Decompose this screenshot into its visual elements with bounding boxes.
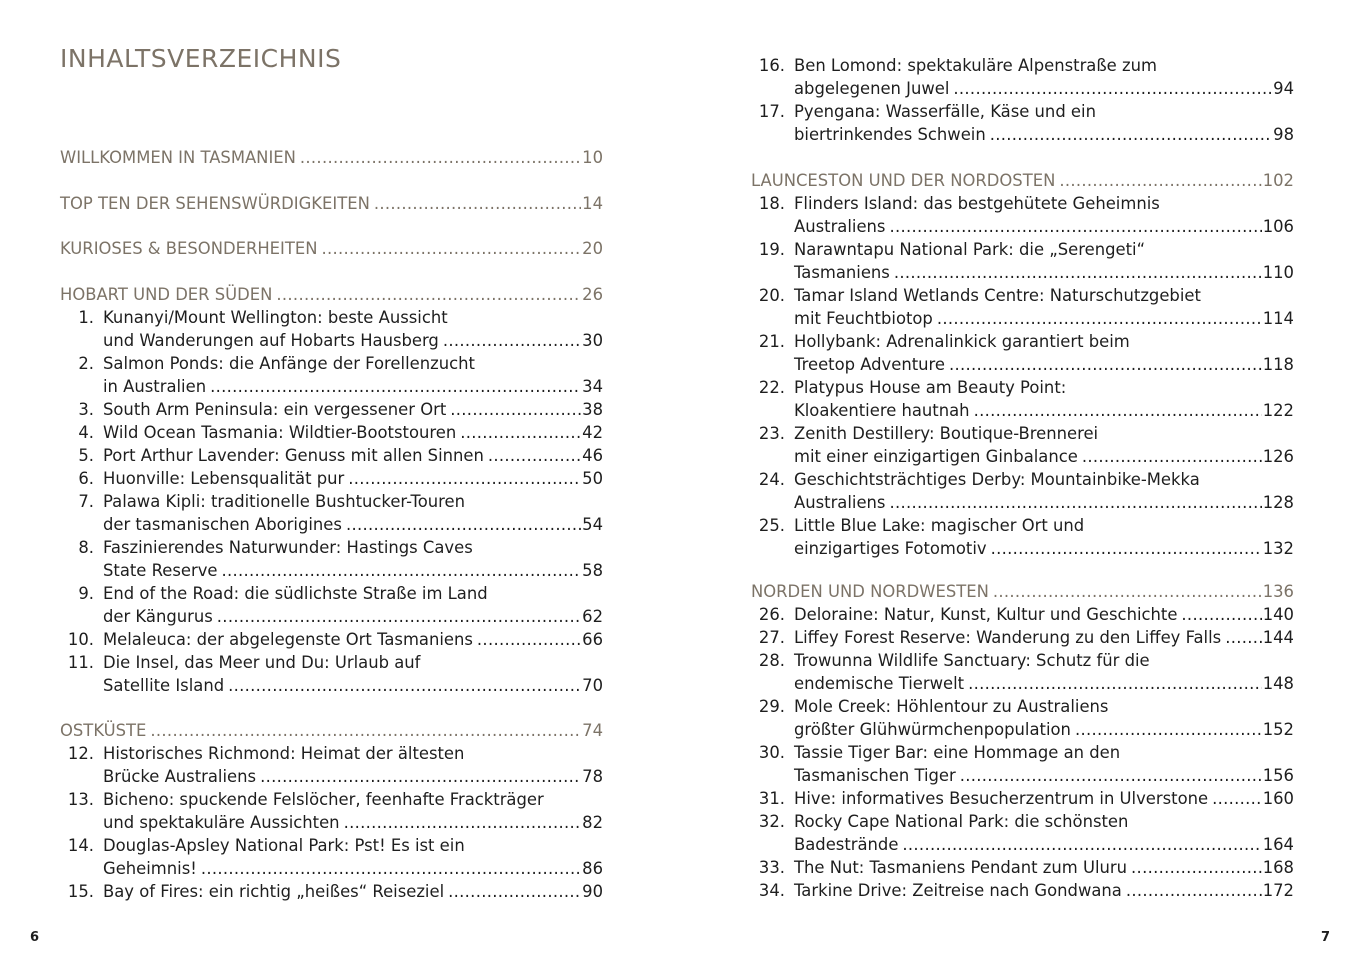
- toc-entry-line[interactable]: [751, 100, 1294, 123]
- page-ref: 140: [1262, 605, 1294, 624]
- dot-leader: [321, 237, 581, 260]
- entry-text: Tasmaniens: [794, 263, 890, 282]
- dot-leader: [346, 513, 581, 536]
- entry-text: Zenith Destillery: Boutique-Brennerei: [794, 424, 1099, 443]
- dot-leader: [1181, 603, 1261, 626]
- entry-text: endemische Tierwelt: [794, 674, 965, 693]
- entry-text: Bay of Fires: ein richtig „heißes“ Reiseziel: [103, 882, 445, 901]
- dot-leader: [374, 192, 581, 215]
- page-ref: 46: [582, 446, 603, 465]
- entry-text: South Arm Peninsula: ein vergessener Ort: [103, 400, 447, 419]
- entry-text: und Wanderungen auf Hobarts Hausberg: [103, 331, 439, 350]
- entry-text: mit Feuchtbiotop: [794, 309, 933, 328]
- toc-entry-line[interactable]: [60, 605, 603, 628]
- toc-entry-line[interactable]: [60, 788, 603, 811]
- entry-number: 29.: [758, 697, 785, 716]
- dot-leader: [1131, 856, 1262, 879]
- entry-number: 7.: [78, 492, 94, 511]
- entry-text: Badestrände: [794, 835, 899, 854]
- entry-text: Rocky Cape National Park: die schönsten: [794, 812, 1129, 831]
- page-ref: 82: [582, 813, 603, 832]
- page-number-right: 7: [1321, 930, 1331, 945]
- page-ref: 26: [582, 285, 603, 304]
- toc-entry-line[interactable]: [751, 695, 1294, 718]
- toc-entry-line[interactable]: [751, 764, 1294, 787]
- toc-entry-line[interactable]: [751, 215, 1294, 238]
- entry-text: Geschichtsträchtiges Derby: Mountainbike-Mekka: [794, 470, 1200, 489]
- entry-text: Tasmanischen Tiger: [794, 766, 956, 785]
- page-ref: 110: [1262, 263, 1294, 282]
- toc-entry-line[interactable]: [751, 468, 1294, 491]
- entry-text: Pyengana: Wasserfälle, Käse und ein: [794, 102, 1096, 121]
- page-ref: 34: [582, 377, 603, 396]
- dot-leader: [902, 833, 1261, 856]
- dot-leader: [993, 580, 1262, 603]
- entry-text: Mole Creek: Höhlentour zu Australiens: [794, 697, 1109, 716]
- toc-entry-line[interactable]: [60, 467, 603, 490]
- page-ref: 152: [1262, 720, 1294, 739]
- section-label: KURIOSES & BESONDERHEITEN: [60, 239, 318, 258]
- entry-text: Port Arthur Lavender: Genuss mit allen Sinnen: [103, 446, 484, 465]
- page-ref: 42: [582, 423, 603, 442]
- dot-leader: [968, 672, 1262, 695]
- toc-entry-line[interactable]: [751, 192, 1294, 215]
- page-ref: 20: [582, 239, 603, 258]
- entry-text: Wild Ocean Tasmania: Wildtier-Bootstouren: [103, 423, 457, 442]
- entry-text: Deloraine: Natur, Kunst, Kultur und Geschichte: [794, 605, 1178, 624]
- page-ref: 74: [582, 721, 603, 740]
- page-ref: 90: [582, 882, 603, 901]
- dot-leader: [488, 444, 581, 467]
- dot-leader: [344, 811, 582, 834]
- page-ref: 94: [1273, 79, 1294, 98]
- entry-number: 11.: [67, 653, 94, 672]
- entry-text: Tarkine Drive: Zeitreise nach Gondwana: [794, 881, 1122, 900]
- entry-text: Australiens: [794, 493, 886, 512]
- entry-text: Treetop Adventure: [794, 355, 945, 374]
- page-ref: 168: [1262, 858, 1294, 877]
- entry-text: Salmon Ponds: die Anfänge der Forellenzucht: [103, 354, 475, 373]
- dot-leader: [1082, 445, 1262, 468]
- page-ref: 58: [582, 561, 603, 580]
- entry-number: 8.: [78, 538, 94, 557]
- page-ref: 70: [582, 676, 603, 695]
- entry-number: 17.: [758, 102, 785, 121]
- entry-text: der tasmanischen Aborigines: [103, 515, 342, 534]
- toc-entry-line[interactable]: [751, 787, 1294, 810]
- dot-leader: [150, 719, 581, 742]
- entry-number: 20.: [758, 286, 785, 305]
- page-ref: 102: [1262, 171, 1294, 190]
- page-ref: 114: [1262, 309, 1294, 328]
- toc-section: [60, 192, 603, 215]
- toc-entry-line[interactable]: [60, 834, 603, 857]
- toc-section: [751, 169, 1294, 560]
- toc-section: [60, 237, 603, 260]
- dot-leader: [1075, 718, 1262, 741]
- toc-entry-line[interactable]: [60, 306, 603, 329]
- dot-leader: [889, 491, 1261, 514]
- entry-text: Flinders Island: das bestgehütete Geheimnis: [794, 194, 1160, 213]
- dot-leader: [450, 398, 581, 421]
- section-label: OSTKÜSTE: [60, 721, 147, 740]
- entry-text: End of the Road: die südlichste Straße im Land: [103, 584, 488, 603]
- toc-entry-line[interactable]: [751, 649, 1294, 672]
- entry-text: und spektakuläre Aussichten: [103, 813, 340, 832]
- dot-leader: [990, 123, 1272, 146]
- toc-entry-line[interactable]: [60, 582, 603, 605]
- dot-leader: [348, 467, 581, 490]
- dot-leader: [460, 421, 581, 444]
- entry-number: 18.: [758, 194, 785, 213]
- toc-entry-line[interactable]: [751, 672, 1294, 695]
- page-ref: 156: [1262, 766, 1294, 785]
- entry-number: 27.: [758, 628, 785, 647]
- entry-text: einzigartiges Fotomotiv: [794, 539, 987, 558]
- entry-text: Die Insel, das Meer und Du: Urlaub auf: [103, 653, 421, 672]
- page-ref: 172: [1262, 881, 1294, 900]
- entry-number: 23.: [758, 424, 785, 443]
- toc-section: [751, 580, 1294, 902]
- dot-leader: [894, 261, 1262, 284]
- dot-leader: [1212, 787, 1262, 810]
- toc-entry-line[interactable]: [751, 810, 1294, 833]
- dot-leader: [1059, 169, 1261, 192]
- toc-entry-line[interactable]: [60, 811, 603, 834]
- entry-text: größter Glühwürmchenpopulation: [794, 720, 1071, 739]
- toc-entry-line[interactable]: [60, 674, 603, 697]
- entry-number: 12.: [67, 744, 94, 763]
- page-ref: 132: [1262, 539, 1294, 558]
- toc-entry-line[interactable]: [60, 628, 603, 651]
- toc-entry-line[interactable]: [751, 491, 1294, 514]
- toc-entry-line[interactable]: [751, 445, 1294, 468]
- entry-text: Historisches Richmond: Heimat der ältesten: [103, 744, 465, 763]
- dot-leader: [974, 399, 1262, 422]
- toc-entry-line[interactable]: [751, 77, 1294, 100]
- section-title[interactable]: [751, 580, 1294, 603]
- page-ref: 98: [1273, 125, 1294, 144]
- dot-leader: [1225, 626, 1262, 649]
- entry-text: Faszinierendes Naturwunder: Hastings Caves: [103, 538, 473, 557]
- page-ref: 106: [1262, 217, 1294, 236]
- toc-entry-line[interactable]: [751, 422, 1294, 445]
- entry-text: in Australien: [103, 377, 207, 396]
- toc-entry-line[interactable]: [751, 307, 1294, 330]
- entry-text: Trowunna Wildlife Sanctuary: Schutz für die: [794, 651, 1150, 670]
- entry-text: Little Blue Lake: magischer Ort und: [794, 516, 1085, 535]
- entry-number: 25.: [758, 516, 785, 535]
- dot-leader: [960, 764, 1262, 787]
- page-ref: 164: [1262, 835, 1294, 854]
- entry-text: Hive: informatives Besucherzentrum in Ulverstone: [794, 789, 1209, 808]
- section-title[interactable]: [60, 719, 603, 742]
- entry-text: The Nut: Tasmaniens Pendant zum Uluru: [794, 858, 1128, 877]
- entry-number: 31.: [758, 789, 785, 808]
- toc-entry-line[interactable]: [751, 330, 1294, 353]
- page-ref: 14: [582, 194, 603, 213]
- toc-entry-line[interactable]: [751, 261, 1294, 284]
- page-title: INHALTSVERZEICHNIS: [60, 44, 342, 73]
- dot-leader: [260, 765, 581, 788]
- entry-text: Platypus House am Beauty Point:: [794, 378, 1067, 397]
- toc-entry-line[interactable]: [751, 856, 1294, 879]
- section-label: HOBART UND DER SÜDEN: [60, 285, 273, 304]
- entry-text: Douglas-Apsley National Park: Pst! Es ist ein: [103, 836, 465, 855]
- entry-text: Brücke Australiens: [103, 767, 257, 786]
- section-label: LAUNCESTON UND DER NORDOSTEN: [751, 171, 1056, 190]
- entry-text: Narawntapu National Park: die „Serengeti“: [794, 240, 1146, 259]
- page-ref: 38: [582, 400, 603, 419]
- page-ref: 30: [582, 331, 603, 350]
- toc-entry-line[interactable]: [751, 537, 1294, 560]
- toc-entry-line[interactable]: [751, 54, 1294, 77]
- toc-entry-line[interactable]: [751, 879, 1294, 902]
- toc-entry-line[interactable]: [751, 238, 1294, 261]
- page-ref: 144: [1262, 628, 1294, 647]
- toc-entry-line[interactable]: [60, 352, 603, 375]
- section-title[interactable]: [60, 283, 603, 306]
- entry-number: 6.: [78, 469, 94, 488]
- page-number-left: 6: [30, 930, 40, 945]
- dot-leader: [217, 605, 581, 628]
- entry-number: 3.: [78, 400, 94, 419]
- dot-leader: [300, 146, 581, 169]
- section-title[interactable]: [60, 237, 603, 260]
- dot-leader: [991, 537, 1262, 560]
- toc-entry-line[interactable]: [60, 765, 603, 788]
- dot-leader: [221, 559, 581, 582]
- toc-entry-line[interactable]: [60, 513, 603, 536]
- dot-leader: [937, 307, 1262, 330]
- page-ref: 160: [1262, 789, 1294, 808]
- entry-text: abgelegenen Juwel: [794, 79, 950, 98]
- section-label: NORDEN UND NORDWESTEN: [751, 582, 989, 601]
- toc-entry-line[interactable]: [751, 376, 1294, 399]
- section-label: WILLKOMMEN IN TASMANIEN: [60, 148, 296, 167]
- page-ref: 122: [1262, 401, 1294, 420]
- dot-leader: [1126, 879, 1262, 902]
- dot-leader: [949, 353, 1262, 376]
- page-ref: 126: [1262, 447, 1294, 466]
- entry-number: 14.: [67, 836, 94, 855]
- entry-number: 28.: [758, 651, 785, 670]
- entry-text: Tamar Island Wetlands Centre: Naturschutzgebiet: [794, 286, 1201, 305]
- entry-text: Kunanyi/Mount Wellington: beste Aussicht: [103, 308, 448, 327]
- page-ref: 62: [582, 607, 603, 626]
- entry-number: 22.: [758, 378, 785, 397]
- toc-section: [60, 283, 603, 697]
- entry-text: Melaleuca: der abgelegenste Ort Tasmaniens: [103, 630, 473, 649]
- toc-entry-line[interactable]: [60, 375, 603, 398]
- section-label: TOP TEN DER SEHENSWÜRDIGKEITEN: [60, 194, 370, 213]
- toc-entry-line[interactable]: [751, 833, 1294, 856]
- entry-text: mit einer einzigartigen Ginbalance: [794, 447, 1078, 466]
- entry-text: Bicheno: spuckende Felslöcher, feenhafte Frackträger: [103, 790, 544, 809]
- toc-section: [60, 719, 603, 903]
- toc-entry-line[interactable]: [60, 444, 603, 467]
- section-title[interactable]: [60, 192, 603, 215]
- entry-number: 2.: [78, 354, 94, 373]
- page-ref: 50: [582, 469, 603, 488]
- toc-entry-line[interactable]: [751, 603, 1294, 626]
- entry-text: Hollybank: Adrenalinkick garantiert beim: [794, 332, 1130, 351]
- entry-number: 15.: [67, 882, 94, 901]
- entry-text: Liffey Forest Reserve: Wanderung zu den Liffey Falls: [794, 628, 1222, 647]
- page-ref: 128: [1262, 493, 1294, 512]
- entry-number: 4.: [78, 423, 94, 442]
- toc-entry-line[interactable]: [60, 651, 603, 674]
- toc-entry-line[interactable]: [751, 741, 1294, 764]
- page-ref: 78: [582, 767, 603, 786]
- entry-text: Kloakentiere hautnah: [794, 401, 970, 420]
- dot-leader: [276, 283, 581, 306]
- page-ref: 10: [582, 148, 603, 167]
- entry-number: 32.: [758, 812, 785, 831]
- entry-text: Ben Lomond: spektakuläre Alpenstraße zum: [794, 56, 1157, 75]
- entry-number: 1.: [78, 308, 94, 327]
- page-ref: 136: [1262, 582, 1294, 601]
- toc-entry-line[interactable]: [60, 559, 603, 582]
- entry-number: 21.: [758, 332, 785, 351]
- entry-number: 24.: [758, 470, 785, 489]
- entry-number: 33.: [758, 858, 785, 877]
- page-ref: 86: [582, 859, 603, 878]
- toc-entry-line[interactable]: [60, 329, 603, 352]
- toc-section: [60, 146, 603, 169]
- page-ref: 66: [582, 630, 603, 649]
- toc-entry-line[interactable]: [60, 490, 603, 513]
- dot-leader: [443, 329, 581, 352]
- toc-entry-line[interactable]: [751, 284, 1294, 307]
- section-title[interactable]: [751, 169, 1294, 192]
- toc-entry-line[interactable]: [60, 742, 603, 765]
- entry-text: der Kängurus: [103, 607, 213, 626]
- dot-leader: [210, 375, 581, 398]
- toc-entry-line[interactable]: [751, 514, 1294, 537]
- toc-entry-line[interactable]: [751, 718, 1294, 741]
- page-ref: 54: [582, 515, 603, 534]
- entry-text: Geheimnis!: [103, 859, 197, 878]
- toc-entry-line[interactable]: [751, 399, 1294, 422]
- toc-entry-line[interactable]: [60, 857, 603, 880]
- entry-number: 26.: [758, 605, 785, 624]
- entry-number: 19.: [758, 240, 785, 259]
- toc-entry-line[interactable]: [60, 421, 603, 444]
- entry-text: biertrinkendes Schwein: [794, 125, 986, 144]
- toc-entry-line[interactable]: [60, 536, 603, 559]
- entry-number: 13.: [67, 790, 94, 809]
- page-ref: 118: [1262, 355, 1294, 374]
- toc-section: [751, 54, 1294, 146]
- toc-entry-line[interactable]: [60, 880, 603, 903]
- toc-entry-line[interactable]: [751, 123, 1294, 146]
- toc-entry-line[interactable]: [60, 398, 603, 421]
- page-ref: 148: [1262, 674, 1294, 693]
- dot-leader: [228, 674, 581, 697]
- entry-text: Tassie Tiger Bar: eine Hommage an den: [794, 743, 1121, 762]
- toc-entry-line[interactable]: [751, 626, 1294, 649]
- entry-number: 34.: [758, 881, 785, 900]
- dot-leader: [889, 215, 1261, 238]
- entry-text: Satellite Island: [103, 676, 225, 695]
- dot-leader: [477, 628, 581, 651]
- entry-number: 5.: [78, 446, 94, 465]
- dot-leader: [201, 857, 581, 880]
- dot-leader: [448, 880, 581, 903]
- section-title[interactable]: [60, 146, 603, 169]
- entry-number: 16.: [758, 56, 785, 75]
- entry-number: 10.: [67, 630, 94, 649]
- entry-text: Australiens: [794, 217, 886, 236]
- entry-number: 30.: [758, 743, 785, 762]
- entry-text: Palawa Kipli: traditionelle Bushtucker-Touren: [103, 492, 466, 511]
- entry-text: Huonville: Lebensqualität pur: [103, 469, 345, 488]
- toc-entry-line[interactable]: [751, 353, 1294, 376]
- entry-number: 9.: [78, 584, 94, 603]
- entry-text: State Reserve: [103, 561, 218, 580]
- dot-leader: [953, 77, 1272, 100]
